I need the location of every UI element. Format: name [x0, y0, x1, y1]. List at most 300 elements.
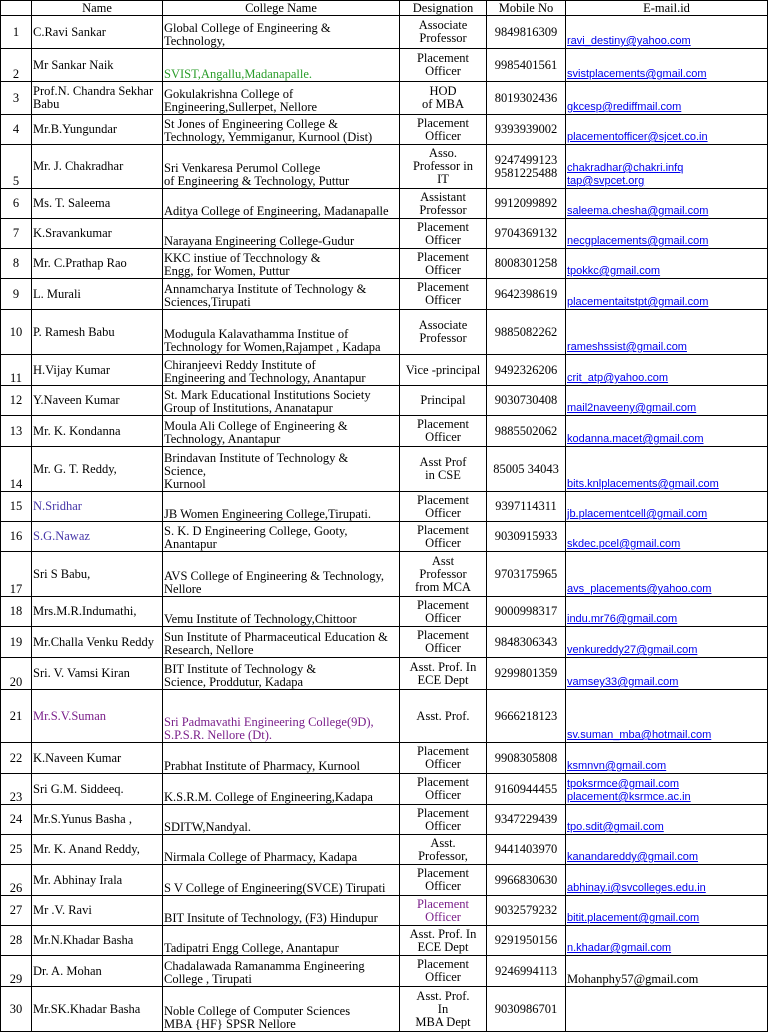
- table-row: [1, 743, 768, 774]
- email-link[interactable]: tap@svpcet.org: [567, 175, 645, 187]
- designation-line: IT: [437, 172, 449, 186]
- mobile-number: [487, 627, 566, 658]
- designation-line: Asst. Prof. In: [409, 926, 477, 941]
- college-name-line: St Jones of Engineering College &: [164, 117, 338, 131]
- mobile-number-line: 9985401561: [494, 57, 558, 72]
- designation-line: from MCA: [415, 579, 471, 594]
- designation: [400, 987, 487, 1032]
- designation-line: Placement: [416, 522, 470, 537]
- contact-name: Sri G.M. Siddeeq.: [32, 774, 163, 805]
- mobile-number-line: 9347229439: [494, 812, 558, 826]
- email-cell: [566, 865, 768, 896]
- email-cell: [566, 145, 768, 189]
- mobile-number-line: 9397114311: [495, 499, 557, 513]
- email-link[interactable]: n.khadar@gmail.com: [567, 942, 672, 954]
- table-row: [1, 115, 768, 145]
- college-name-line: Brindavan Institute of Technology &: [164, 451, 349, 465]
- mobile-number: [487, 82, 566, 115]
- college-name: [163, 926, 400, 956]
- college-name: [163, 249, 400, 279]
- email-link[interactable]: placementaitstpt@gmail.com: [567, 296, 709, 308]
- row-number: 22: [1, 743, 32, 774]
- email-link[interactable]: abhinay.i@svcolleges.edu.in: [567, 882, 706, 894]
- table-row: [1, 355, 768, 386]
- row-number: 4: [1, 115, 32, 145]
- mobile-number: [487, 189, 566, 219]
- email-link[interactable]: placementofficer@sjcet.co.in: [567, 131, 708, 143]
- mobile-number: [487, 896, 566, 926]
- designation-line: Professor in: [412, 159, 474, 173]
- college-name-line: Narayana Engineering College-Gudur: [164, 234, 355, 248]
- college-name-line: College , Tirupati: [164, 972, 252, 986]
- college-name-line: Engineering and Technology, Anantapur: [164, 371, 366, 385]
- header-designation: Designation: [400, 1, 487, 16]
- email-cell: [566, 115, 768, 145]
- email-link[interactable]: placement@ksrmce.ac.in: [567, 791, 691, 803]
- email-link[interactable]: skdec.pcel@gmail.com: [567, 538, 681, 550]
- designation: [400, 835, 487, 865]
- designation-line: of MBA: [421, 97, 465, 111]
- college-name: [163, 865, 400, 896]
- mobile-number: [487, 249, 566, 279]
- designation-line: Officer: [425, 262, 461, 277]
- designation: [400, 522, 487, 552]
- email-link[interactable]: kodanna.macet@gmail.com: [567, 433, 704, 445]
- designation: [400, 492, 487, 522]
- designation: [400, 16, 487, 49]
- row-number: 18: [1, 597, 32, 627]
- college-name-line: Noble College of Computer Sciences: [164, 1004, 351, 1018]
- email-cell: [566, 805, 768, 835]
- contact-name: Mr.N.Khadar Basha: [32, 926, 163, 956]
- college-name-line: St. Mark Educational Institutions Society: [164, 388, 371, 402]
- table-row: [1, 447, 768, 492]
- email-link[interactable]: ksmnvn@gmail.com: [567, 760, 667, 772]
- designation: [400, 249, 487, 279]
- header-mobile: Mobile No: [487, 1, 566, 16]
- row-number: 12: [1, 386, 32, 416]
- college-name-line: Technology,: [164, 34, 226, 48]
- mobile-number-line: 9030986701: [494, 1001, 558, 1016]
- email-cell: [566, 774, 768, 805]
- designation-line: Asst Prof: [419, 455, 467, 469]
- college-name: [163, 386, 400, 416]
- designation-line: Placement: [416, 492, 470, 507]
- college-name-line: Technology, Anantapur: [164, 432, 281, 446]
- designation: [400, 805, 487, 835]
- college-name-line: Chiranjeevi Reddy Institute of: [164, 358, 316, 372]
- college-name-line: Kurnool: [164, 477, 206, 491]
- row-number: 20: [1, 658, 32, 690]
- designation-line: Placement: [416, 896, 470, 911]
- table-row: [1, 16, 768, 49]
- contact-name: Mr. K. Kondanna: [32, 416, 163, 447]
- designation-line: Placement: [416, 628, 470, 642]
- email-cell: [566, 835, 768, 865]
- designation: [400, 597, 487, 627]
- designation-line: Associate: [418, 318, 468, 332]
- mobile-number-line: 9666218123: [494, 708, 558, 723]
- contact-name: K.Naveen Kumar: [32, 743, 163, 774]
- designation-line: Asst. Prof.: [416, 708, 470, 723]
- mobile-number: [487, 49, 566, 82]
- row-number: 21: [1, 690, 32, 743]
- college-name: [163, 987, 400, 1032]
- designation: [400, 115, 487, 145]
- mobile-number-line: 9642398619: [494, 286, 558, 301]
- designation-line: Officer: [425, 641, 461, 655]
- designation: [400, 416, 487, 447]
- email-link[interactable]: saleema.chesha@gmail.com: [567, 205, 709, 217]
- designation: [400, 447, 487, 492]
- designation-line: Assistant: [420, 189, 466, 204]
- mobile-number-line: 9393939002: [494, 122, 558, 136]
- college-name-line: Moula Ali College of Engineering &: [164, 419, 348, 433]
- email-link[interactable]: mail2naveeny@gmail.com: [567, 402, 697, 414]
- table-row: [1, 219, 768, 249]
- college-name-line: Gokulakrishna College of: [164, 87, 294, 101]
- email-cell: [566, 416, 768, 447]
- email-link[interactable]: tpo.sdit@gmail.com: [567, 821, 664, 833]
- table-row: [1, 835, 768, 865]
- mobile-number: [487, 774, 566, 805]
- designation: [400, 627, 487, 658]
- college-name: [163, 82, 400, 115]
- row-number: 19: [1, 627, 32, 658]
- mobile-number: [487, 552, 566, 597]
- mobile-number-line: 9885082262: [494, 324, 558, 339]
- email-cell: [566, 627, 768, 658]
- email-link[interactable]: ravi_destiny@yahoo.com: [567, 35, 691, 47]
- college-name: [163, 956, 400, 987]
- designation: [400, 82, 487, 115]
- row-number: 16: [1, 522, 32, 552]
- college-name-line: K.S.R.M. College of Engineering,Kadapa: [164, 790, 373, 804]
- email-cell: [566, 447, 768, 492]
- row-number: 25: [1, 835, 32, 865]
- table-row: [1, 597, 768, 627]
- contact-name: Sri S Babu,: [32, 552, 163, 597]
- email-link[interactable]: avs_placements@yahoo.com: [567, 583, 712, 595]
- college-name-line: MBA {HF} SPSR Nellore: [164, 1017, 296, 1031]
- contact-name: Y.Naveen Kumar: [32, 386, 163, 416]
- college-name-line: SVIST,Angallu,Madanapalle.: [164, 67, 312, 81]
- table-row: [1, 49, 768, 82]
- mobile-number: [487, 522, 566, 552]
- mobile-number: [487, 658, 566, 690]
- table-row: [1, 552, 768, 597]
- mobile-number-line: 9030730408: [494, 393, 558, 407]
- table-row: [1, 865, 768, 896]
- mobile-number: [487, 690, 566, 743]
- designation-line: Officer: [425, 879, 461, 893]
- college-name-line: Technology, Yemmiganur, Kurnool (Dist): [164, 130, 373, 144]
- designation: [400, 279, 487, 310]
- designation-line: Professor: [419, 31, 467, 45]
- college-name: [163, 743, 400, 774]
- contact-name: Dr. A. Mohan: [32, 956, 163, 987]
- row-number: 14: [1, 447, 32, 492]
- mobile-number: [487, 597, 566, 627]
- table-row: [1, 310, 768, 355]
- mobile-number-line: 8008301258: [494, 256, 558, 270]
- mobile-number: [487, 115, 566, 145]
- designation-line: Placement: [416, 249, 470, 264]
- row-number: 7: [1, 219, 32, 249]
- row-number: 15: [1, 492, 32, 522]
- contact-name: L. Murali: [32, 279, 163, 310]
- designation-line: In: [437, 1001, 449, 1016]
- email-cell: [566, 355, 768, 386]
- designation-line: Placement: [416, 115, 470, 130]
- designation: [400, 774, 487, 805]
- email-link[interactable]: svistplacements@gmail.com: [567, 68, 707, 80]
- mobile-number: [487, 956, 566, 987]
- designation-line: Officer: [425, 909, 461, 924]
- email-link[interactable]: sv.suman_mba@hotmail.com: [567, 729, 712, 741]
- college-name-line: Vemu Institute of Technology,Chittoor: [164, 612, 357, 626]
- email-link[interactable]: crit_atp@yahoo.com: [567, 372, 669, 384]
- table-row: [1, 249, 768, 279]
- designation-line: Placement: [416, 280, 470, 294]
- college-name-line: Sri Padmavathi Engineering College(9D),: [164, 715, 374, 729]
- college-name-line: BIT Institute of Technology &: [164, 662, 317, 676]
- email-link[interactable]: tpoksrmce@gmail.com: [567, 778, 680, 790]
- designation-line: Professor,: [418, 848, 468, 863]
- email-cell: [566, 896, 768, 926]
- contact-name: P. Ramesh Babu: [32, 310, 163, 355]
- mobile-number: [487, 926, 566, 956]
- table-row: [1, 82, 768, 115]
- college-name-line: of Engineering & Technology, Puttur: [164, 174, 350, 188]
- mobile-number-line: 9704369132: [494, 226, 558, 240]
- college-name-line: Sri Venkaresa Perumol College: [164, 161, 321, 175]
- designation-line: in CSE: [425, 468, 461, 482]
- mobile-number-line: 9291950156: [494, 933, 558, 947]
- designation-line: ECE Dept: [417, 939, 469, 954]
- designation-line: Officer: [425, 757, 461, 771]
- table-row: [1, 896, 768, 926]
- designation: [400, 386, 487, 416]
- mobile-number-line: 85005 34043: [493, 461, 559, 476]
- email-link[interactable]: rameshssist@gmail.com: [567, 341, 687, 353]
- contact-name: Ms. T. Saleema: [32, 189, 163, 219]
- contact-name: Mr.S.V.Suman: [32, 690, 163, 743]
- designation-line: Professor: [419, 566, 467, 581]
- row-number: 17: [1, 552, 32, 597]
- mobile-number-line: 9247499123: [494, 152, 558, 167]
- college-name: [163, 279, 400, 310]
- email-cell: [566, 690, 768, 743]
- college-name-line: Anantapur: [164, 537, 217, 551]
- designation-line: Principal: [420, 393, 466, 407]
- email-link[interactable]: kanandareddy@gmail.com: [567, 851, 699, 863]
- row-number: 27: [1, 896, 32, 926]
- college-name-line: Tadipatri Engg College, Anantapur: [164, 941, 339, 955]
- email-cell: [566, 926, 768, 956]
- email-link[interactable]: gkcesp@rediffmail.com: [567, 101, 682, 113]
- mobile-number-line: 9441403970: [494, 842, 558, 856]
- mobile-number-line: 9492326206: [494, 362, 558, 377]
- email-cell: [566, 658, 768, 690]
- college-name-line: Nellore: [164, 582, 202, 596]
- college-name: [163, 774, 400, 805]
- college-name: [163, 115, 400, 145]
- college-name-line: Aditya College of Engineering, Madanapalle: [164, 204, 389, 218]
- designation-line: Officer: [425, 970, 461, 984]
- designation: [400, 145, 487, 189]
- email-link[interactable]: venkureddy27@gmail.com: [567, 644, 698, 656]
- mobile-number: [487, 279, 566, 310]
- table-row: [1, 386, 768, 416]
- college-name-line: Sun Institute of Pharmaceutical Education &: [164, 630, 388, 644]
- designation-line: Placement: [416, 597, 470, 612]
- email-cell: [566, 552, 768, 597]
- mobile-number: [487, 805, 566, 835]
- designation-line: Asst. Prof. In: [409, 659, 477, 674]
- table-row: [1, 805, 768, 835]
- table-row: [1, 627, 768, 658]
- mobile-number: [487, 219, 566, 249]
- table-row: [1, 189, 768, 219]
- college-name: [163, 447, 400, 492]
- email-link[interactable]: bits.knlplacements@gmail.com: [567, 478, 719, 490]
- college-name: [163, 522, 400, 552]
- college-name-line: JB Women Engineering College,Tirupati.: [164, 507, 371, 521]
- contact-name: Mr.S.Yunus Basha ,: [32, 805, 163, 835]
- table-row: [1, 416, 768, 447]
- table-row: [1, 492, 768, 522]
- designation-line: Officer: [425, 505, 461, 520]
- email-cell: [566, 956, 768, 987]
- mobile-number-line: 9299801359: [494, 666, 558, 680]
- college-name-line: BIT Insitute of Technology, (F3) Hindupur: [164, 911, 378, 925]
- college-name-line: S V College of Engineering(SVCE) Tirupati: [164, 881, 386, 895]
- table-row: [1, 956, 768, 987]
- designation-line: Officer: [425, 128, 461, 143]
- table-row: [1, 774, 768, 805]
- designation: [400, 219, 487, 249]
- row-number: 1: [1, 16, 32, 49]
- designation: [400, 743, 487, 774]
- table-row: [1, 279, 768, 310]
- email-link[interactable]: chakradhar@chakri.infq: [567, 162, 684, 174]
- college-name: [163, 189, 400, 219]
- contact-name: N.Sridhar: [32, 492, 163, 522]
- email-link[interactable]: vamsey33@gmail.com: [567, 676, 679, 688]
- designation: [400, 956, 487, 987]
- college-name-line: Engg, for Women, Puttur: [164, 264, 290, 278]
- college-name-line: Science,: [164, 464, 206, 478]
- college-name: [163, 145, 400, 189]
- mobile-number-line: 9912099892: [494, 196, 558, 210]
- designation-line: Asso.: [428, 146, 458, 160]
- mobile-number: [487, 16, 566, 49]
- contact-name: Prof.N. Chandra Sekhar Babu: [32, 82, 163, 115]
- row-number: 24: [1, 805, 32, 835]
- designation-line: Officer: [425, 788, 461, 802]
- email-link[interactable]: necgplacements@gmail.com: [567, 235, 709, 247]
- college-name: [163, 355, 400, 386]
- contact-name: Mr. Abhinay Irala: [32, 865, 163, 896]
- college-name-line: Annamcharya Institute of Technology &: [164, 282, 367, 296]
- email-cell: [566, 16, 768, 49]
- email-cell: [566, 386, 768, 416]
- mobile-number: [487, 145, 566, 189]
- email-cell: [566, 597, 768, 627]
- header-name: Name: [32, 1, 163, 16]
- email-cell: [566, 189, 768, 219]
- email-link[interactable]: tpokkc@gmail.com: [567, 265, 661, 277]
- mobile-number: [487, 416, 566, 447]
- row-number: 30: [1, 987, 32, 1032]
- college-name: [163, 597, 400, 627]
- email-link[interactable]: jb.placementcell@gmail.com: [567, 508, 708, 520]
- row-number: 6: [1, 189, 32, 219]
- mobile-number: [487, 355, 566, 386]
- mobile-number-line: 9966830630: [494, 872, 558, 887]
- mobile-number-line: 8019302436: [494, 90, 558, 105]
- college-name-line: S. K. D Engineering College, Gooty,: [164, 524, 348, 538]
- contact-name: Mr. K. Anand Reddy,: [32, 835, 163, 865]
- header-row: [1, 1, 768, 16]
- contact-name: H.Vijay Kumar: [32, 355, 163, 386]
- designation-line: Vice -principal: [405, 362, 481, 377]
- mobile-number-line: 9030915933: [494, 529, 558, 543]
- row-number: 8: [1, 249, 32, 279]
- college-name: [163, 219, 400, 249]
- designation-line: Officer: [425, 610, 461, 625]
- email-link[interactable]: indu.mr76@gmail.com: [567, 613, 678, 625]
- mobile-number-line: 9246994113: [494, 963, 558, 978]
- email-cell: [566, 492, 768, 522]
- designation-line: Placement: [416, 957, 470, 971]
- designation-line: Placement: [416, 866, 470, 880]
- designation-line: Asst: [431, 553, 455, 568]
- designation-line: Placement: [416, 805, 470, 820]
- table-row: [1, 522, 768, 552]
- college-name: [163, 658, 400, 690]
- header-email: E-mail.id: [566, 1, 768, 16]
- mobile-number-line: 9032579232: [494, 903, 558, 917]
- college-name-line: Chadalawada Ramanamma Engineering: [164, 959, 365, 973]
- mobile-number-line: 9848306343: [494, 634, 558, 649]
- designation: [400, 552, 487, 597]
- contact-name: Mr Sankar Naik: [32, 49, 163, 82]
- row-number: 11: [1, 355, 32, 386]
- table-row: [1, 987, 768, 1032]
- contact-name: Mr.SK.Khadar Basha: [32, 987, 163, 1032]
- designation: [400, 658, 487, 690]
- designation-line: Officer: [425, 430, 461, 444]
- designation-line: MBA Dept: [415, 1014, 471, 1029]
- college-name-line: KKC instiue of Tecchnology &: [164, 251, 321, 265]
- contact-name: Mrs.M.R.Indumathi,: [32, 597, 163, 627]
- designation-line: Placement: [416, 219, 470, 234]
- designation-line: HOD: [429, 84, 457, 98]
- college-name-line: Global College of Engineering &: [164, 21, 331, 35]
- college-name-line: Research, Nellore: [164, 643, 254, 657]
- designation-line: Asst. Prof.: [416, 988, 470, 1003]
- contact-name: Sri. V. Vamsi Kiran: [32, 658, 163, 690]
- email-cell: [566, 310, 768, 355]
- email-link: Mohanphy57@gmail.com: [567, 972, 699, 986]
- mobile-number-line: 9000998317: [494, 604, 558, 618]
- contact-name: C.Ravi Sankar: [32, 16, 163, 49]
- email-link[interactable]: bitit.placement@gmail.com: [567, 912, 700, 924]
- designation-line: ECE Dept: [417, 672, 469, 687]
- designation-line: Placement: [416, 417, 470, 431]
